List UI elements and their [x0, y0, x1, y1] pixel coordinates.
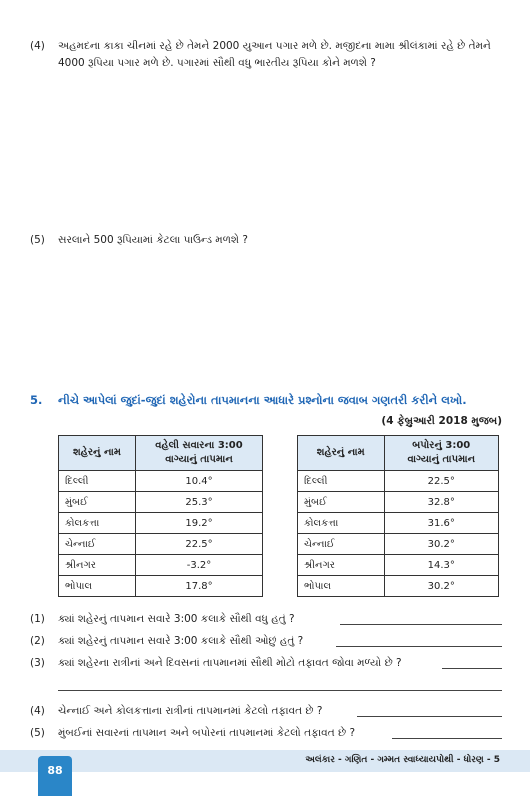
city-cell: ચેન્નાઈ [59, 534, 136, 555]
answer-line[interactable] [392, 738, 502, 739]
city-cell: ભોપાલ [298, 576, 385, 597]
table-row [298, 492, 499, 513]
section-title: નીચે આપેલાં જુદાં-જુદાં શહેરોના તાપમાનના આધારે પ્રશ્નોના જવાબ ગણતરી કરીને લખો. [58, 393, 467, 407]
temp-cell: 19.2° [135, 513, 262, 534]
temp-cell: 31.6° [384, 513, 499, 534]
question-number: (2) [30, 635, 45, 647]
header-line: વાગ્યાનું તાપમાન [165, 454, 233, 465]
question-number: (1) [30, 613, 45, 625]
question-text: ક્યાં શહેરના રાત્રીનાં અને દિવસનાં તાપમાનમાં સૌથી મોટો તફાવત જોવા મળ્યો છે ? [58, 657, 402, 669]
question-number: (5) [30, 234, 45, 246]
temp-cell: 30.2° [384, 576, 499, 597]
answer-line[interactable] [340, 624, 502, 625]
city-cell: મુંબઈ [59, 492, 136, 513]
column-header-city: શહેરનું નામ [298, 436, 385, 471]
question-text: ક્યાં શહેરનું તાપમાન સવારે 3:00 કલાકે સૌથી ઓછું હતું ? [58, 635, 304, 647]
table-row [59, 534, 263, 555]
page-number: 88 [38, 756, 72, 796]
table-row [298, 534, 499, 555]
question-number: (5) [30, 727, 45, 739]
question-text: ચેન્નાઈ અને કોલકત્તાના રાત્રીનાં તાપમાનમાં કેટલો તફાવત છે ? [58, 705, 323, 717]
temp-cell: 10.4° [135, 471, 262, 492]
column-header-temp [384, 436, 499, 471]
table-row [298, 471, 499, 492]
question-text: મુંબઈનાં સવારનાં તાપમાન અને બપોરનાં તાપમાનમાં કેટલો તફાવત છે ? [58, 727, 356, 739]
table-row [59, 513, 263, 534]
question-number: (3) [30, 657, 45, 669]
temp-cell: 17.8° [135, 576, 262, 597]
afternoon-temperature-table [297, 435, 499, 597]
answer-line[interactable] [357, 716, 502, 717]
city-cell: કોલકત્તા [298, 513, 385, 534]
header-line: વાગ્યાનું તાપમાન [407, 454, 476, 465]
temp-cell: 22.5° [384, 471, 499, 492]
temp-cell: 14.3° [384, 555, 499, 576]
city-cell: દિલ્લી [59, 471, 136, 492]
city-cell: મુંબઈ [298, 492, 385, 513]
answer-line-continuation[interactable] [58, 690, 502, 691]
city-cell: દિલ્લી [298, 471, 385, 492]
table-row [298, 576, 499, 597]
question-4 [30, 38, 502, 74]
city-cell: ભોપાલ [59, 576, 136, 597]
temp-cell: 25.3° [135, 492, 262, 513]
city-cell: શ્રીનગર [298, 555, 385, 576]
answer-line[interactable] [336, 646, 502, 647]
temp-cell: 30.2° [384, 534, 499, 555]
question-number: (4) [30, 705, 45, 717]
question-5b [30, 725, 502, 741]
table-row [298, 555, 499, 576]
city-cell: શ્રીનગર [59, 555, 136, 576]
morning-temperature-table [58, 435, 263, 597]
city-cell: ચેન્નાઈ [298, 534, 385, 555]
city-cell: કોલકત્તા [59, 513, 136, 534]
table-row [298, 513, 499, 534]
temp-cell: 22.5° [135, 534, 262, 555]
book-title: અલંકાર - ગણિત - ગમ્મત સ્વાધ્યાયપોથી - ધોરણ - 5 [305, 755, 500, 765]
column-header-city: શહેરનું નામ [59, 436, 136, 471]
question-2 [30, 633, 502, 649]
table-row [59, 492, 263, 513]
temp-cell: 32.8° [384, 492, 499, 513]
temp-cell: -3.2° [135, 555, 262, 576]
table-row [59, 471, 263, 492]
column-header-temp [135, 436, 262, 471]
table-row [59, 555, 263, 576]
header-line: વહેલી સવારના 3:00 [155, 440, 243, 451]
question-number: (4) [30, 40, 45, 52]
question-text: ક્યાં શહેરનું તાપમાન સવારે 3:00 કલાકે સૌથી વધુ હતું ? [58, 613, 295, 625]
answer-line[interactable] [442, 668, 502, 669]
question-text: સરલાને 500 રૂપિયામાં કેટલા પાઉન્ડ મળશે ? [58, 234, 248, 246]
header-line: બપોરનું 3:00 [412, 440, 471, 451]
question-5 [30, 232, 502, 250]
question-1 [30, 611, 502, 627]
date-note: (4 ફેબ્રુઆરી 2018 મુજબ) [381, 415, 502, 427]
section-number: 5. [30, 393, 43, 407]
table-row [59, 576, 263, 597]
question-3 [30, 655, 502, 671]
question-text: અહમદના કાકા ચીનમાં રહે છે તેમને 2000 યુઆન પગાર મળે છે. મજીદના મામા શ્રીલંકામાં રહે છે તેમને 4000 રૂપિયા પગાર મળે છે. પગારમાં સૌથી વધુ ભારતીય રૂપિયા કોને મળશે ? [58, 40, 491, 69]
question-4b [30, 703, 502, 719]
